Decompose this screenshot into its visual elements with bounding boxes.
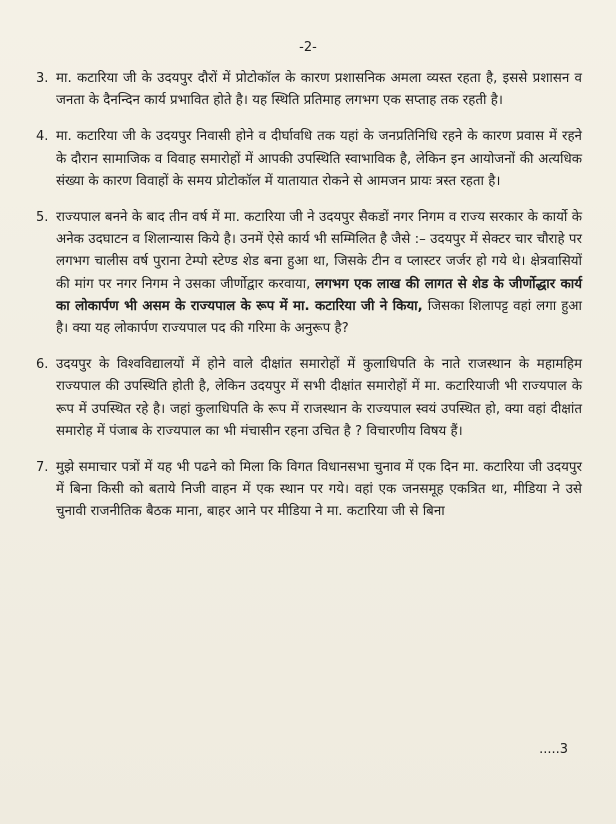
item-text: उदयपुर के विश्वविद्यालयों में होने वाले दीक्षांत समारोहों में कुलाधिपति के नाते राजस्थान के महामहिम राज्यपाल की उपस्थिति होती है, लेकिन उदयपुर में सभी दीक्षांत समारोहों में मा. कटारियाजी भी राज्यपाल के रूप में उपस्थित रहे है। जहां कुलाधिपति के रूप में राजस्थान के राज्यपाल स्वयं उपस्थित हो, क्या वहां दीक्षांत समारोह में पंजाब के राज्यपाल का भी मंचासीन रहना उचित है ? विचारणीय विषय हैं। (56, 357, 582, 439)
list-item (36, 207, 582, 340)
item-number: 4. (36, 129, 49, 145)
item-text-before: राज्यपाल बनने के बाद तीन वर्ष में मा. कटारिया जी ने उदयपुर सैकडों नगर निगम व राज्य सरकार के कार्यो के अनेक उदघाटन व शिलान्यास किये है। उनमें ऐसे कार्य भी सम्मिलित है जैसे :– उदयपुर में सेक्टर चार चौराहे पर लगभग चालीस वर्ष पुराना टेम्पो स्टेण्ड शेड बना हुआ था, जिसके टीन व प्लास्टर जर्जर हो गये थे। क्षेत्रवासियों की मांग पर नगर निगम ने उसका जीर्णोद्वार करवाया, (56, 210, 582, 292)
page-number: -2- (299, 40, 317, 55)
item-number: 6. (36, 357, 49, 373)
numbered-list (36, 68, 582, 538)
list-item (36, 354, 582, 443)
list-item (36, 68, 582, 112)
item-number: 7. (36, 460, 49, 476)
item-text (56, 207, 582, 340)
item-text-bold: लगभग एक लाख की लागत से शेड के जीर्णोद्धार कार्य का लोकार्पण भी असम के राज्यपाल के रूप में मा. कटारिया जी ने किया, (56, 276, 583, 314)
list-item (36, 126, 582, 193)
item-text: मा. कटारिया जी के उदयपुर निवासी होने व दीर्घावधि तक यहां के जनप्रतिनिधि रहने के कारण प्रवास में रहने के दौरान सामाजिक व विवाह समारोहों में आपकी उपस्थिति स्वाभाविक है, लेकिन इन आयोजनों की अत्यधिक संख्या के कारण विवाहों के समय प्रोटोकॉल में यातायात रोकने से आमजन प्रायः त्रस्त रहता है। (56, 129, 582, 189)
list-item (36, 457, 582, 524)
item-text: मुझे समाचार पत्रों में यह भी पढने को मिला कि विगत विधानसभा चुनाव में एक दिन मा. कटारिया जी उदयपुर में बिना किसी को बताये निजी वाहन में एक स्थान पर गये। वहां एक जनसमूह एकत्रित था, मीडिया ने उसे चुनावी राजनीतिक बैठक माना, बाहर आने पर मीडिया ने मा. कटारिया जी से बिना (56, 460, 582, 520)
item-number: 3. (36, 71, 49, 86)
continuation-marker: .....3 (539, 742, 568, 757)
item-text: मा. कटारिया जी के उदयपुर दौरों में प्रोटोकॉल के कारण प्रशासनिक अमला व्यस्त रहता है, इससे प्रशासन व जनता के दैनन्दिन कार्य प्रभावित होते है। यह स्थिति प्रतिमाह लगभग एक सप्ताह तक रहती है। (56, 71, 582, 109)
item-text-after: जिसका शिलापट्ट वहां लगा हुआ है। क्या यह लोकार्पण राज्यपाल पद की गरिमा के अनुरूप है? (56, 298, 582, 337)
item-number: 5. (36, 210, 49, 226)
